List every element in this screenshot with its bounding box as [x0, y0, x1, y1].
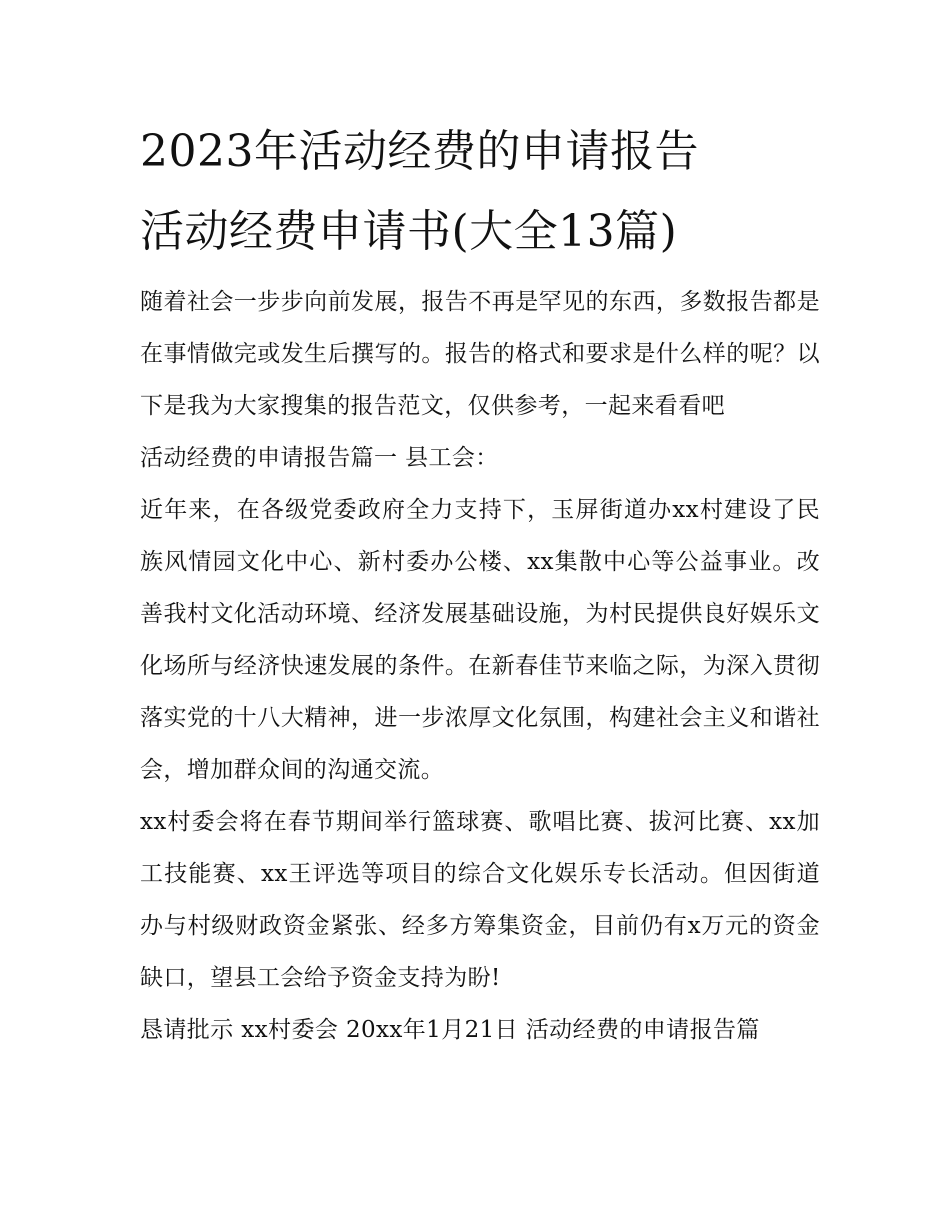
intro-paragraph: 随着社会一步步向前发展，报告不再是罕见的东西，多数报告都是在事情做完或发生后撰写的。报告的格式和要求是什么样的呢？以下是我为大家搜集的报告范文，仅供参考，一起来看看吧 [140, 289, 820, 419]
document-body [140, 276, 820, 1056]
body-paragraph-1: 近年来，在各级党委政府全力支持下，玉屏街道办xx村建设了民族风情园文化中心、新村委办公楼、xx集散中心等公益事业。改善我村文化活动环境、经济发展基础设施，为村民提供良好娱乐文化场所与经济快速发展的条件。在新春佳节来临之际，为深入贯彻落实党的十八大精神，进一步浓厚文化氛围，构建社会主义和谐社会，增加群众间的沟通交流。 [140, 497, 820, 783]
title-line-2: 活动经费申请书(大全13篇) [140, 206, 678, 257]
closing-paragraph: 恳请批示 xx村委会 20xx年1月21日 活动经费的申请报告篇 [140, 1017, 760, 1043]
body-paragraph-2: xx村委会将在春节期间举行篮球赛、歌唱比赛、拔河比赛、xx加工技能赛、xx王评选等项目的综合文化娱乐专长活动。但因街道办与村级财政资金紧张、经多方筹集资金，目前仍有x万元的资金缺口，望县工会给予资金支持为盼! [140, 809, 820, 991]
document-title [140, 112, 840, 272]
title-line-1: 2023年活动经费的申请报告 [140, 126, 699, 177]
section-heading-paragraph: 活动经费的申请报告篇一 县工会： [140, 445, 499, 471]
